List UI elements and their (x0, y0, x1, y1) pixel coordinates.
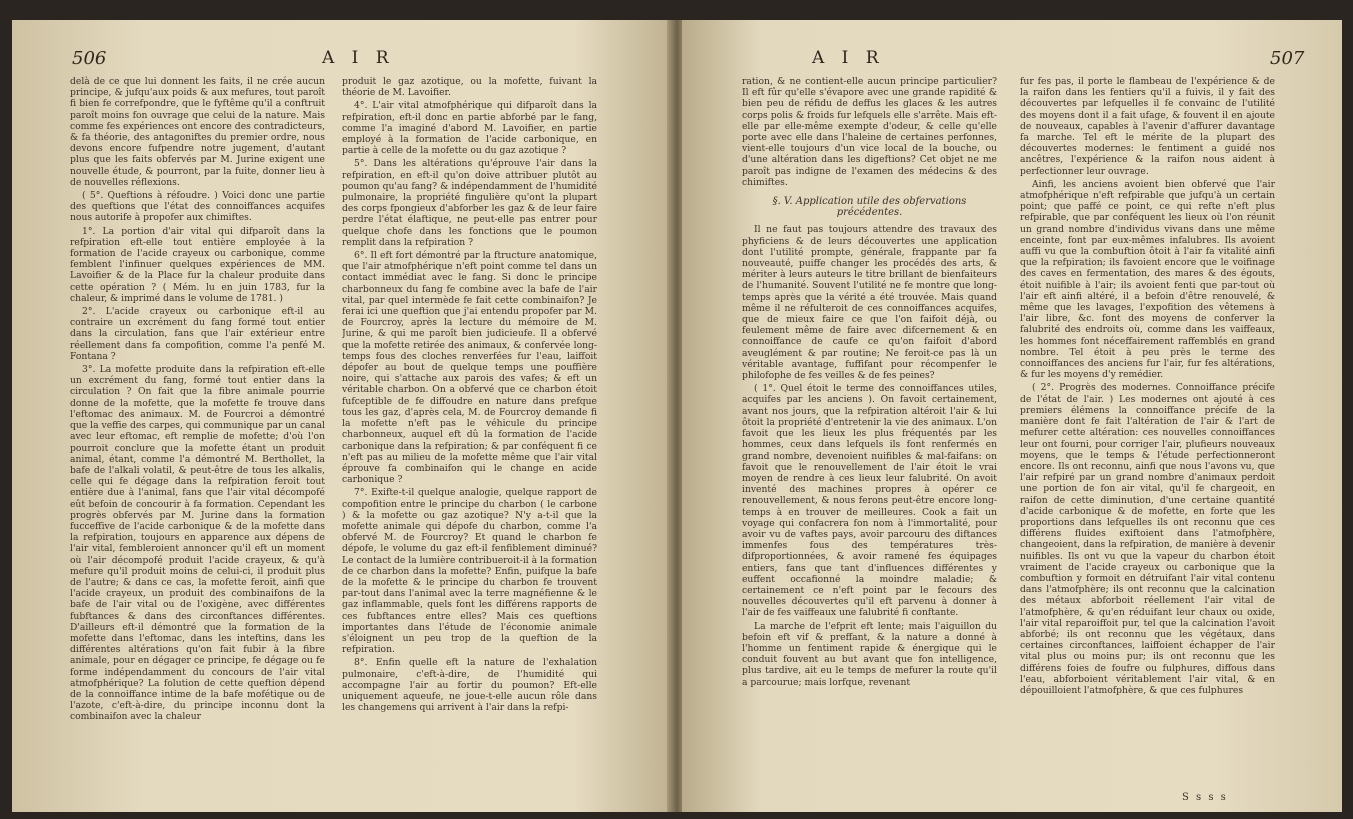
signature-mark: S s s s (1182, 792, 1228, 803)
right-page (682, 20, 1342, 812)
paragraph: Il ne faut pas toujours attendre des travaux des phyficiens & de leurs découvertes une application dont l'utilité prompte, générale, frappante par fa nouveauté, puiffe changer les procédés des arts, & mériter à leurs auteurs le titre brillant de bienfaiteurs de l'humanité. Souvent l'utilité ne fe montre que long-temps après que la vérité a été trouvée. Mais quand même il ne réfulteroit de ces connoiffances acquifes, que de mieux faire ce que l'on faifoit déjà, ou feulement même de faire avec difcernement & en connoiffance de caufe ce qu'on faifoit d'abord aveuglément & par routine; Ne feroit-ce pas là un véritable avantage, fuffifant pour récompenfer le philofophe de fes veilles & de fes peines? (742, 224, 997, 382)
page-number-right: 507 (1270, 48, 1305, 69)
paragraph: produit le gaz azotique, ou la mofette, fuivant la théorie de M. Lavoifier. (342, 76, 597, 99)
paragraph: ( 1°. Quel étoit le terme des connoiffances utiles, acquifes par les anciens ). On favoit certainement, avant nos jours, que la refpiration altéroit l'air & lui ôtoit la propriété d'entretenir la vie des animaux. L'on favoit que les lieux les plus fréquentés par les hommes, ceux dans lefquels ils font renfermés en grand nombre, devenoient nuifibles & mal-faifans: on favoit que le renouvellement de l'air étoit le vrai moyen de rendre à ces lieux leur falubrité. On avoit inventé des machines propres à opérer ce renouvellement, & nous ferons peut-être encore long-temps à en trouver de meilleures. Cook a fait un voyage qui confacrera fon nom à l'immortalité, pour avoir vu de vaftes pays, avoir parcouru des diftances immenfes fous des températures très-difproportionnées, & avoir ramené fes équipages entiers, fans que tant d'influences différentes y euffent occafionné la moindre maladie; & certainement ce n'eft point par le fecours des nouvelles découvertes qu'il eft parvenu à donner à l'air de fes vaiffeaux une falubrité fi conftante. (742, 383, 997, 619)
paragraph: 7°. Exifte-t-il quelque analogie, quelque rapport de compofition entre le principe du charbon ( le carbone ) & la mofette ou gaz azotique? N'y a-t-il que la mofette animale qui dépofe du charbon, comme l'a obfervé M. de Fourcroy? Et quand le charbon fe dépofe, le volume du gaz eft-il fenfiblement diminué? Le contact de la lumière contribueroit-il à la formation de ce charbon dans la mofette? Enfin, puifque la bafe de la mofette & le principe du charbon fe trouvent par-tout dans l'animal avec la terre magnéfienne & le gaz inflammable, quels font les différens rapports de ces fubftances entre elles? Mais ces queftions importantes dans l'étude de l'économie animale s'éloignent un peu trop de la queftion de la refpiration. (342, 487, 597, 656)
paragraph: 3°. La mofette produite dans la refpiration eft-elle un excrément du fang, formé tout entier dans la circulation ? On fait que la fibre animale pourrie donne de la mofette, que la mofette fe trouve dans l'eftomac des animaux. M. de Fourcroi a démontré que la veffie des carpes, qui communique par un canal avec leur eftomac, eft remplie de mofette; d'où l'on pourroit conclure que la mofette étant un produit animal, étant, comme l'a démontré M. Berthollet, la bafe de l'alkali volatil, & peut-être de tous les alkalis, celle qui fe dégage dans la refpiration feroit tout entière due à l'animal, fans que l'air vital décompofé eût befoin de concourir à fa formation. Cependant les progrès obfervés par M. Jurine dans la formation fucceffive de l'acide carbonique & de la mofette dans la refpiration, toujours en apparence aux dépens de l'air vital, fembleroient annoncer qu'il eft un moment où l'air décompofé produit l'acide crayeux, & qu'à mefure qu'il produit moins de celui-ci, il produit plus de l'autre; & dans ce cas, la mofette feroit, ainfi que l'acide crayeux, un produit des combinaifons de la bafe de l'air vital ou de l'oxigène, avec différentes fubftances & dans des circonftances différentes. D'ailleurs eft-il démontré que la formation de la mofette dans l'eftomac, dans les inteftins, dans les différentes altérations qu'on fait fubir à la fibre animale, pour en dégager ce principe, fe dégage ou fe forme indépendamment du concours de l'air vital atmofphérique? La folution de cette queftion dépend de la connoiffance intime de la bafe mofétique ou de l'azote, c'eft-à-dire, du principe inconnu dont la combinaifon avec la chaleur (70, 364, 325, 723)
paragraph: 6°. Il eft fort démontré par la ftructure anatomique, que l'air atmofphérique n'eft point comme tel dans un contact immédiat avec le fang. Si donc le principe charbonneux du fang fe combine avec la bafe de l'air vital, par quel intermède fe fait cette combinaifon? Je ferai ici une queftion que j'ai entendu propofer par M. de Fourcroy, après la lecture du mémoire de M. Jurine, & qui me paroît bien judicieufe. Il a obfervé que la mofette retirée des animaux, & confervée long-temps fous des cloches renverfées fur l'eau, laiffoit dépofer au bout de quelque temps une pouffière noire, qui s'attache aux parois des vafes; & eft un véritable charbon. On a obfervé que ce charbon étoit fufceptible de fe diffoudre en nature dans prefque tous les gaz, d'après cela, M. de Fourcroy demande fi la mofette n'eft pas le véhicule du principe charbonneux, auquel eft dû la formation de l'acide carbonique dans la refpiration; & par conféquent fi ce n'eft pas au milieu de la mofette même que l'air vital éprouve fa combinaifon qui le change en acide carbonique ? (342, 250, 597, 486)
left-page (12, 20, 672, 812)
paragraph: ration, & ne contient-elle aucun principe particulier? Il eft fûr qu'elle s'évapore avec une grande rapidité & bien peu de réfidu de deffus les glaces & les autres corps polis & froids fur lefquels elle s'arrête. Mais eft-elle par elle-même exempte d'odeur, & celle qu'elle porte avec elle dans l'haleine de certaines perfonnes, vient-elle toujours d'un vice local de la bouche, ou d'une altération dans les digeftions? Cet objet ne me paroît pas indigne de l'examen des médecins & des chimiftes. (742, 76, 997, 188)
left-column-1 (70, 76, 325, 788)
paragraph: 4°. L'air vital atmofphérique qui difparoît dans la refpiration, eft-il donc en partie abforbé par le fang, comme l'a imaginé d'abord M. Lavoifier, en partie employé à la formation de l'acide carbonique, en partie à celle de la mofette ou du gaz azotique ? (342, 100, 597, 157)
right-column-1 (742, 76, 997, 788)
paragraph: ( 5°. Queftions à réfoudre. ) Voici donc une partie des queftions que l'état des connoiffances acquifes nous autorife à propofer aux chimiftes. (70, 190, 325, 224)
paragraph: Ainfi, les anciens avoient bien obfervé que l'air atmofphérique n'eft refpirable que jufqu'à un certain point; que paffé ce point, ce qui refte n'eft plus refpirable, que par conféquent les lieux où l'on réunit un grand nombre d'individus vivans dans une même enceinte, font par eux-mêmes infalubres. Ils avoient auffi vu que la combuftion ôtoit à l'air fa vitalité ainfi que la refpiration; ils favoient encore que le voifinage des caves en fermentation, des mares & des égouts, étoit nuifible à l'air; ils avoient fenti que par-tout où l'air eft ainfi altéré, il a befoin d'être renouvelé, & même que les lavages, l'expofition des vêtemens à l'air libre, &c. font des moyens de conferver la falubrité des endroits où, comme dans les vaiffeaux, les hommes font néceffairement raffemblés en grand nombre. Tel étoit à peu près le terme des connoiffances des anciens fur l'air, fur fes altérations, & fur les moyens d'y remédier. (1020, 178, 1275, 381)
paragraph: 1°. La portion d'air vital qui difparoît dans la refpiration eft-elle tout entière employée à la formation de l'acide crayeux ou carbonique, comme femblent l'infinuer quelques expériences de MM. Lavoifier & de la Place fur la chaleur produite dans cette opération ? ( Mém. lu en juin 1783, fur la chaleur, & imprimé dans le volume de 1781. ) (70, 225, 325, 304)
paragraph: 2°. L'acide crayeux ou carbonique eft-il au contraire un excrément du fang formé tout entier dans la circulation, fans que l'air extérieur entre réellement dans fa compofition, comme l'a penfé M. Fontana ? (70, 306, 325, 362)
running-head-right: A I R (812, 48, 885, 68)
section-heading: §. V. Application utile des obfervations précédentes. (772, 196, 967, 219)
paragraph: delà de ce que lui donnent les faits, il ne crée aucun principe, & jufqu'aux poids & aux mefures, tout paroît fi bien fe correfpondre, que le fyftême qu'il a conftruit paroît moins fon ouvrage que celui de la nature. Mais comme fes expériences ont encore des contradicteurs, & fa théorie, des antagoniftes du premier ordre, nous devons encore fufpendre notre jugement, d'autant plus que les faits obfervés par M. Jurine exigent une nouvelle étude, & pourront, par la fuite, donner lieu à de nouvelles réflexions. (70, 76, 325, 188)
page-number-left: 506 (72, 48, 107, 69)
running-head-left: A I R (322, 48, 395, 68)
paragraph: 8°. Enfin quelle eft la nature de l'exhalation pulmonaire, c'eft-à-dire, de l'humidité qui accompagne l'air au fortir du poumon? Eft-elle uniquement aqueufe, ne joue-t-elle aucun rôle dans les changemens qui arrivent à l'air dans la refpi- (342, 657, 597, 714)
left-column-2 (342, 76, 597, 788)
paragraph: fur fes pas, il porte le flambeau de l'expérience & de la raifon dans les fentiers qu'il a fuivis, il y fait des découvertes par lefquelles il fe convainc de l'utilité des moyens dont il a fait ufage, & fouvent il en ajoute de nouveaux, capables à l'avenir d'affurer davantage fa marche. Tel eft le mérite de la plupart des découvertes modernes: le fentiment a guidé nos ancêtres, l'expérience & la raifon nous aident à perfectionner leur ouvrage. (1020, 76, 1275, 177)
right-column-2 (1020, 76, 1275, 788)
book-spread (12, 20, 1342, 812)
paragraph: 5°. Dans les altérations qu'éprouve l'air dans la refpiration, en eft-il qu'on doive attribuer plutôt au poumon qu'au fang? & indépendamment de l'humidité pulmonaire, la propriété fingulière qu'ont la plupart des corps fpongieux d'abforber les gaz & de leur faire perdre l'état élaftique, ne peut-elle pas entrer pour quelque chofe dans les fonctions que le poumon remplit dans la refpiration ? (342, 158, 597, 248)
paragraph: La marche de l'efprit eft lente; mais l'aiguillon du befoin eft vif & preffant, & la nature a donné à l'homme un fentiment rapide & énergique qui le conduit fouvent au but avant que fon intelligence, plus tardive, ait eu le temps de mefurer la route qu'il a parcourue; mais lorfque, revenant (742, 620, 997, 688)
paragraph: ( 2°. Progrès des modernes. Connoiffance précife de l'état de l'air. ) Les modernes ont ajouté à ces premiers élémens la connoiffance précife de la manière dont fe fait l'altération de l'air & l'art de mefurer cette altération: ces nouvelles connoiffances leur ont fourni, pour corriger l'air, plufieurs nouveaux moyens, que le temps & l'étude perfectionneront encore. Ils ont reconnu, ainfi que nous l'avons vu, que l'air refpiré par un grand nombre d'animaux perdoit une portion de fon air vital, qu'il fe chargeoit, en raifon de cette diminution, d'une certaine quantité d'acide carbonique & de mofette, en forte que les proportions dans lefquelles ils ont reconnu que ces différens fluides exiftoient dans l'atmofphère, changeoient, dans la refpiration, de manière à devenir nuifibles. Ils ont vu que la vapeur du charbon étoit vraiment de l'acide crayeux ou carbonique que la combuftion y formoit en détruifant l'air vital contenu dans l'atmofphère; ils ont reconnu que la calcination des métaux abforboit réellement l'air vital de l'atmofphère, & qu'en réduifant leur chaux ou oxide, l'air vital reparoiffoit pur, tel que la calcination l'avoit abforbé; ils ont reconnu que les végétaux, dans certaines circonftances, laiffoient échapper de l'air vital plus ou moins pur; ils ont reconnu que les différens foies de foufre ou fulphures, diffous dans l'eau, abforboient véritablement l'air vital, & en dépouilloient l'atmofphère, & que ces fulphures (1020, 382, 1275, 696)
